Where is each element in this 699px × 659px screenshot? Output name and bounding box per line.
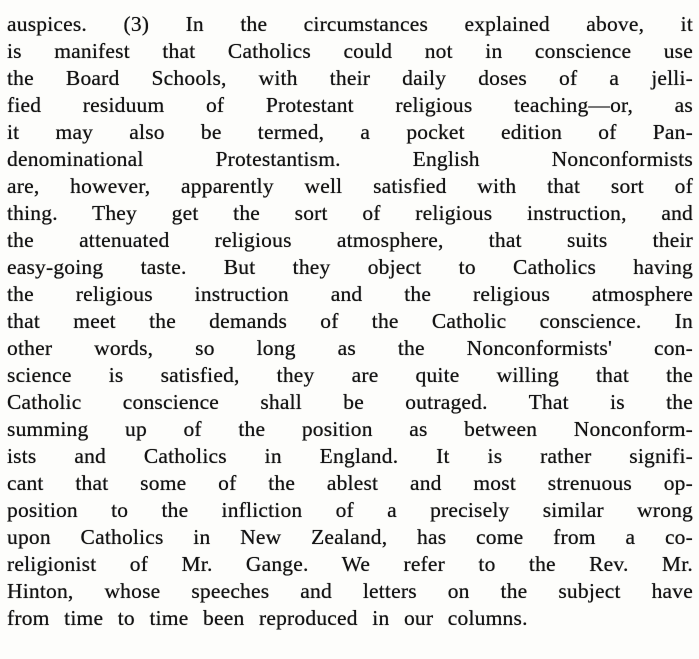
text-line-17: ists and Catholics in England. It is rather signifi- bbox=[7, 444, 693, 468]
text-line-6: denominational Protestantism. English Nonconformists bbox=[7, 147, 693, 171]
text-line-3: the Board Schools, with their daily doses of a jelli- bbox=[7, 66, 693, 90]
text-line-12: that meet the demands of the Catholic conscience. In bbox=[7, 309, 693, 333]
text-line-2: is manifest that Catholics could not in conscience use bbox=[7, 39, 693, 63]
text-line-20: upon Catholics in New Zealand, has come from a co- bbox=[7, 525, 693, 549]
text-line-23: from time to time been reproduced in our columns. bbox=[7, 606, 528, 630]
text-line-11: the religious instruction and the religious atmosphere bbox=[7, 282, 693, 306]
text-line-5: it may also be termed, a pocket edition of Pan- bbox=[7, 120, 693, 144]
text-line-4: fied residuum of Protestant religious teaching—or, as bbox=[7, 93, 693, 117]
text-line-10: easy-going taste. But they object to Catholics having bbox=[7, 255, 693, 279]
text-line-8: thing. They get the sort of religious instruction, and bbox=[7, 201, 693, 225]
text-line-19: position to the infliction of a precisely similar wrong bbox=[7, 498, 693, 522]
text-line-9: the attenuated religious atmosphere, that suits their bbox=[7, 228, 693, 252]
text-line-22: Hinton, whose speeches and letters on the subject have bbox=[7, 579, 693, 603]
text-line-14: science is satisfied, they are quite willing that the bbox=[7, 363, 693, 387]
article-column bbox=[7, 11, 693, 632]
text-line-15: Catholic conscience shall be outraged. That is the bbox=[7, 390, 693, 414]
text-line-16: summing up of the position as between Nonconform- bbox=[7, 417, 693, 441]
text-line-7: are, however, apparently well satisfied with that sort of bbox=[7, 174, 693, 198]
text-line-1: auspices. (3) In the circumstances explained above, it bbox=[7, 12, 693, 36]
text-line-21: religionist of Mr. Gange. We refer to the Rev. Mr. bbox=[7, 552, 693, 576]
text-line-13: other words, so long as the Nonconformists' con- bbox=[7, 336, 693, 360]
text-line-18: cant that some of the ablest and most strenuous op- bbox=[7, 471, 693, 495]
